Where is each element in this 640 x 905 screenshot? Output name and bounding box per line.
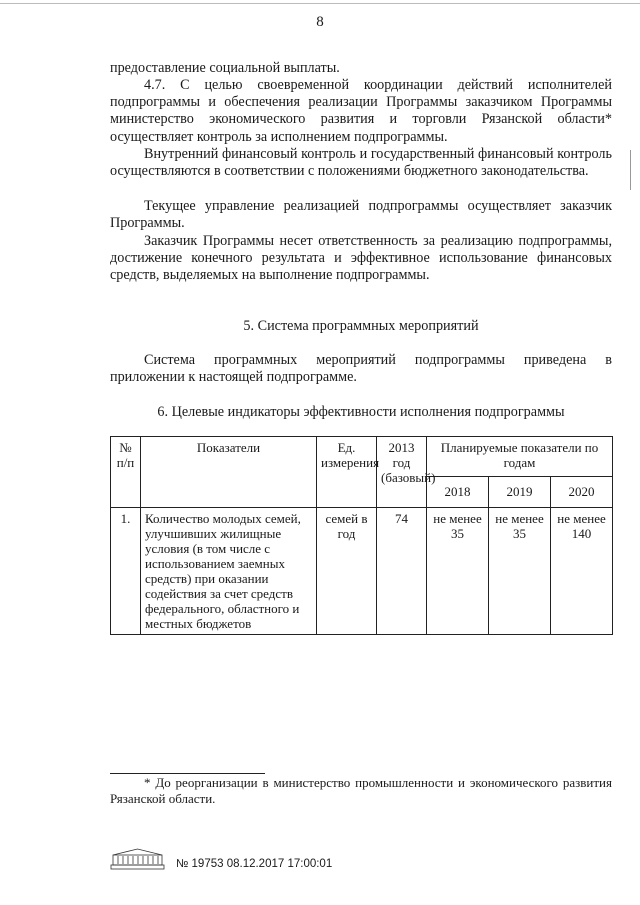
- table-header-row: [111, 437, 613, 477]
- header-num: № п/п: [111, 437, 141, 508]
- header-year-2020: 2020: [551, 476, 613, 507]
- header-unit: Ед. измерения: [317, 437, 377, 508]
- header-planned: Планируемые показатели по годам: [427, 437, 613, 477]
- scan-right-edge-mark: [630, 150, 639, 190]
- paragraph-intro-end: предоставление социальной выплаты.: [110, 60, 340, 76]
- table-row: [111, 508, 613, 635]
- footnote: * До реорганизации в министерство промышленности и экономического развития Рязанской области.: [110, 775, 612, 806]
- paragraph-customer-responsibility: Заказчик Программы несет ответственность за реализацию подпрограммы, достижение конечного результата и эффективное использование финансовых средств, выделяемых на выполнение подпрограммы.: [110, 233, 612, 284]
- scan-top-edge: [0, 0, 640, 4]
- section-5-heading: 5. Система программных мероприятий: [243, 318, 479, 334]
- page-number: 8: [316, 14, 324, 30]
- row-num: 1.: [111, 508, 141, 635]
- footnote-divider: [110, 773, 265, 774]
- header-year-2018: 2018: [427, 476, 489, 507]
- document-registration-stamp: № 19753 08.12.2017 17:00:01: [176, 858, 333, 870]
- section-6-heading: 6. Целевые индикаторы эффективности исполнения подпрограммы: [157, 404, 565, 420]
- paragraph-4-7: 4.7. С целью своевременной координации действий исполнителей подпрограммы и обеспечения реализации Программы заказчиком Программы министерство экономического развития и торговли Рязанской области* осуществляет контроль за исполнением подпрограммы.: [110, 77, 612, 145]
- government-building-logo-icon: [110, 848, 165, 870]
- row-indicator: Количество молодых семей, улучшивших жилищные условия (в том числе с использованием заемных средств) при оказании содействия за счет средств федерального, областного и местных бюджетов: [141, 508, 317, 635]
- row-unit: семей в год: [317, 508, 377, 635]
- header-base-year: 2013 год (базовый): [377, 437, 427, 508]
- section-5-text: Система программных мероприятий подпрограммы приведена в приложении к настоящей подпрограмме.: [110, 352, 612, 386]
- paragraph-current-management: Текущее управление реализацией подпрограммы осуществляет заказчик Программы.: [110, 198, 612, 232]
- header-year-2019: 2019: [489, 476, 551, 507]
- row-value-2019: не менее 35: [489, 508, 551, 635]
- indicators-table: [110, 436, 613, 635]
- row-base-value: 74: [377, 508, 427, 635]
- row-value-2020: не менее 140: [551, 508, 613, 635]
- row-value-2018: не менее 35: [427, 508, 489, 635]
- header-indicator: Показатели: [141, 437, 317, 508]
- paragraph-internal-control: Внутренний финансовый контроль и государственный финансовый контроль осуществляются в соответствии с положениями бюджетного законодательства.: [110, 146, 612, 180]
